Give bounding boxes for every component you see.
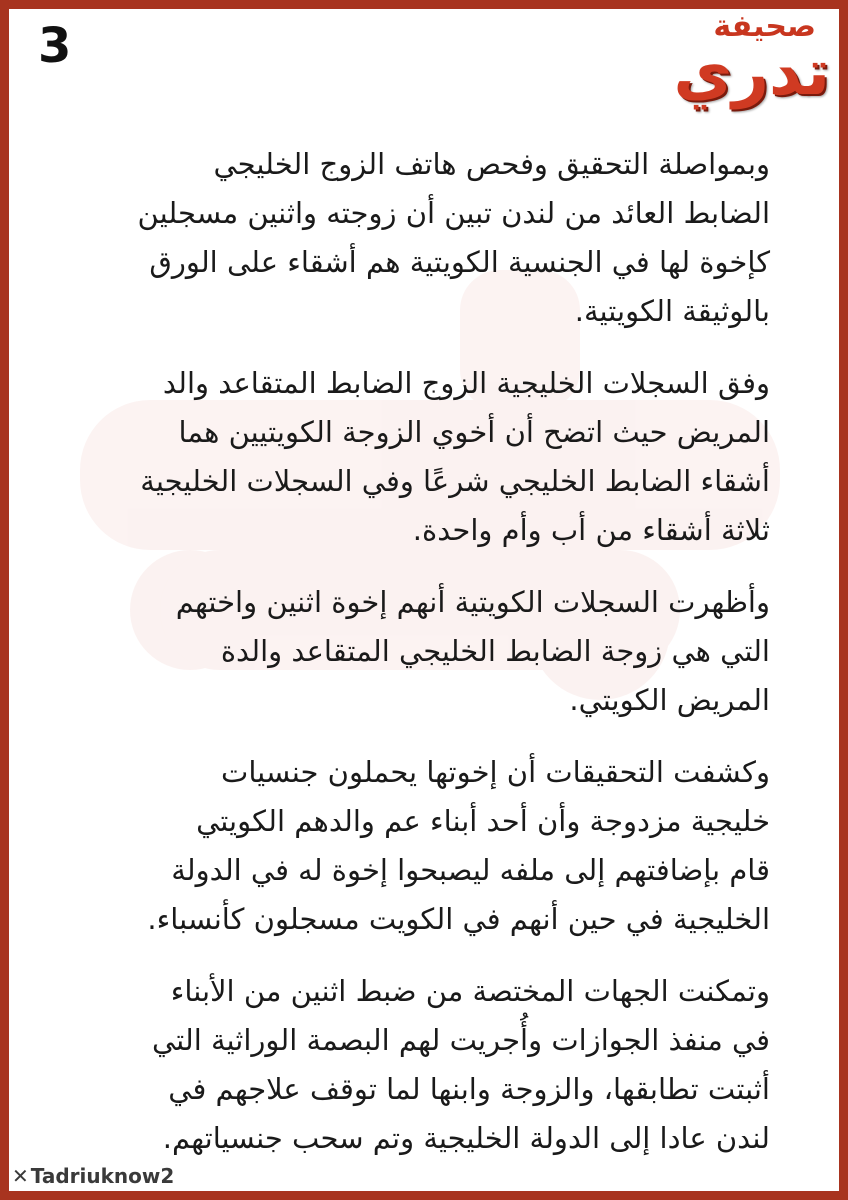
page-number: 3	[38, 18, 72, 74]
logo-title: تدري	[673, 36, 830, 110]
article-paragraph: وفق السجلات الخليجية الزوج الضابط المتقاعد والد المريض حيث اتضح أن أخوي الزوجة الكويتيين هما أشقاء الضابط الخليجي شرعًا وفي السجلات الخليجية ثلاثة أشقاء من أب وأم واحدة.	[140, 366, 770, 547]
article-paragraph: وبمواصلة التحقيق وفحص هاتف الزوج الخليجي الضابط العائد من لندن تبين أن زوجته واثنين مسجلين كإخوة لها في الجنسية الكويتية هم أشقاء على الورق بالوثيقة الكويتية.	[137, 147, 770, 328]
article-paragraph: وأظهرت السجلات الكويتية أنهم إخوة اثنين واختهم التي هي زوجة الضابط الخليجي المتقاعد والدة المريض الكويتي.	[175, 585, 770, 717]
social-handle	[12, 1166, 174, 1186]
x-logo-icon: ✕	[12, 1164, 29, 1188]
article-paragraph: وتمكنت الجهات المختصة من ضبط اثنين من الأبناء في منفذ الجوازات وأُجريت لهم البصمة الوراثية التي أثبتت تطابقها، والزوجة وابنها لما توقف علاجهم في لندن عادا إلى الدولة الخليجية وتم سحب جنسياتهم.	[151, 974, 770, 1155]
newspaper-logo	[636, 9, 836, 136]
article-body	[70, 140, 770, 1186]
article-paragraph: وكشفت التحقيقات أن إخوتها يحملون جنسيات خليجية مزدوجة وأن أحد أبناء عم والدهم الكويتي قام بإضافتهم إلى ملفه ليصبحوا إخوة له في الدولة الخليجية في حين أنهم في الكويت مسجلون كأنسباء.	[147, 755, 770, 936]
handle-text: Tadriuknow2	[30, 1164, 175, 1188]
logo-subtitle: صحيفة	[713, 9, 816, 44]
